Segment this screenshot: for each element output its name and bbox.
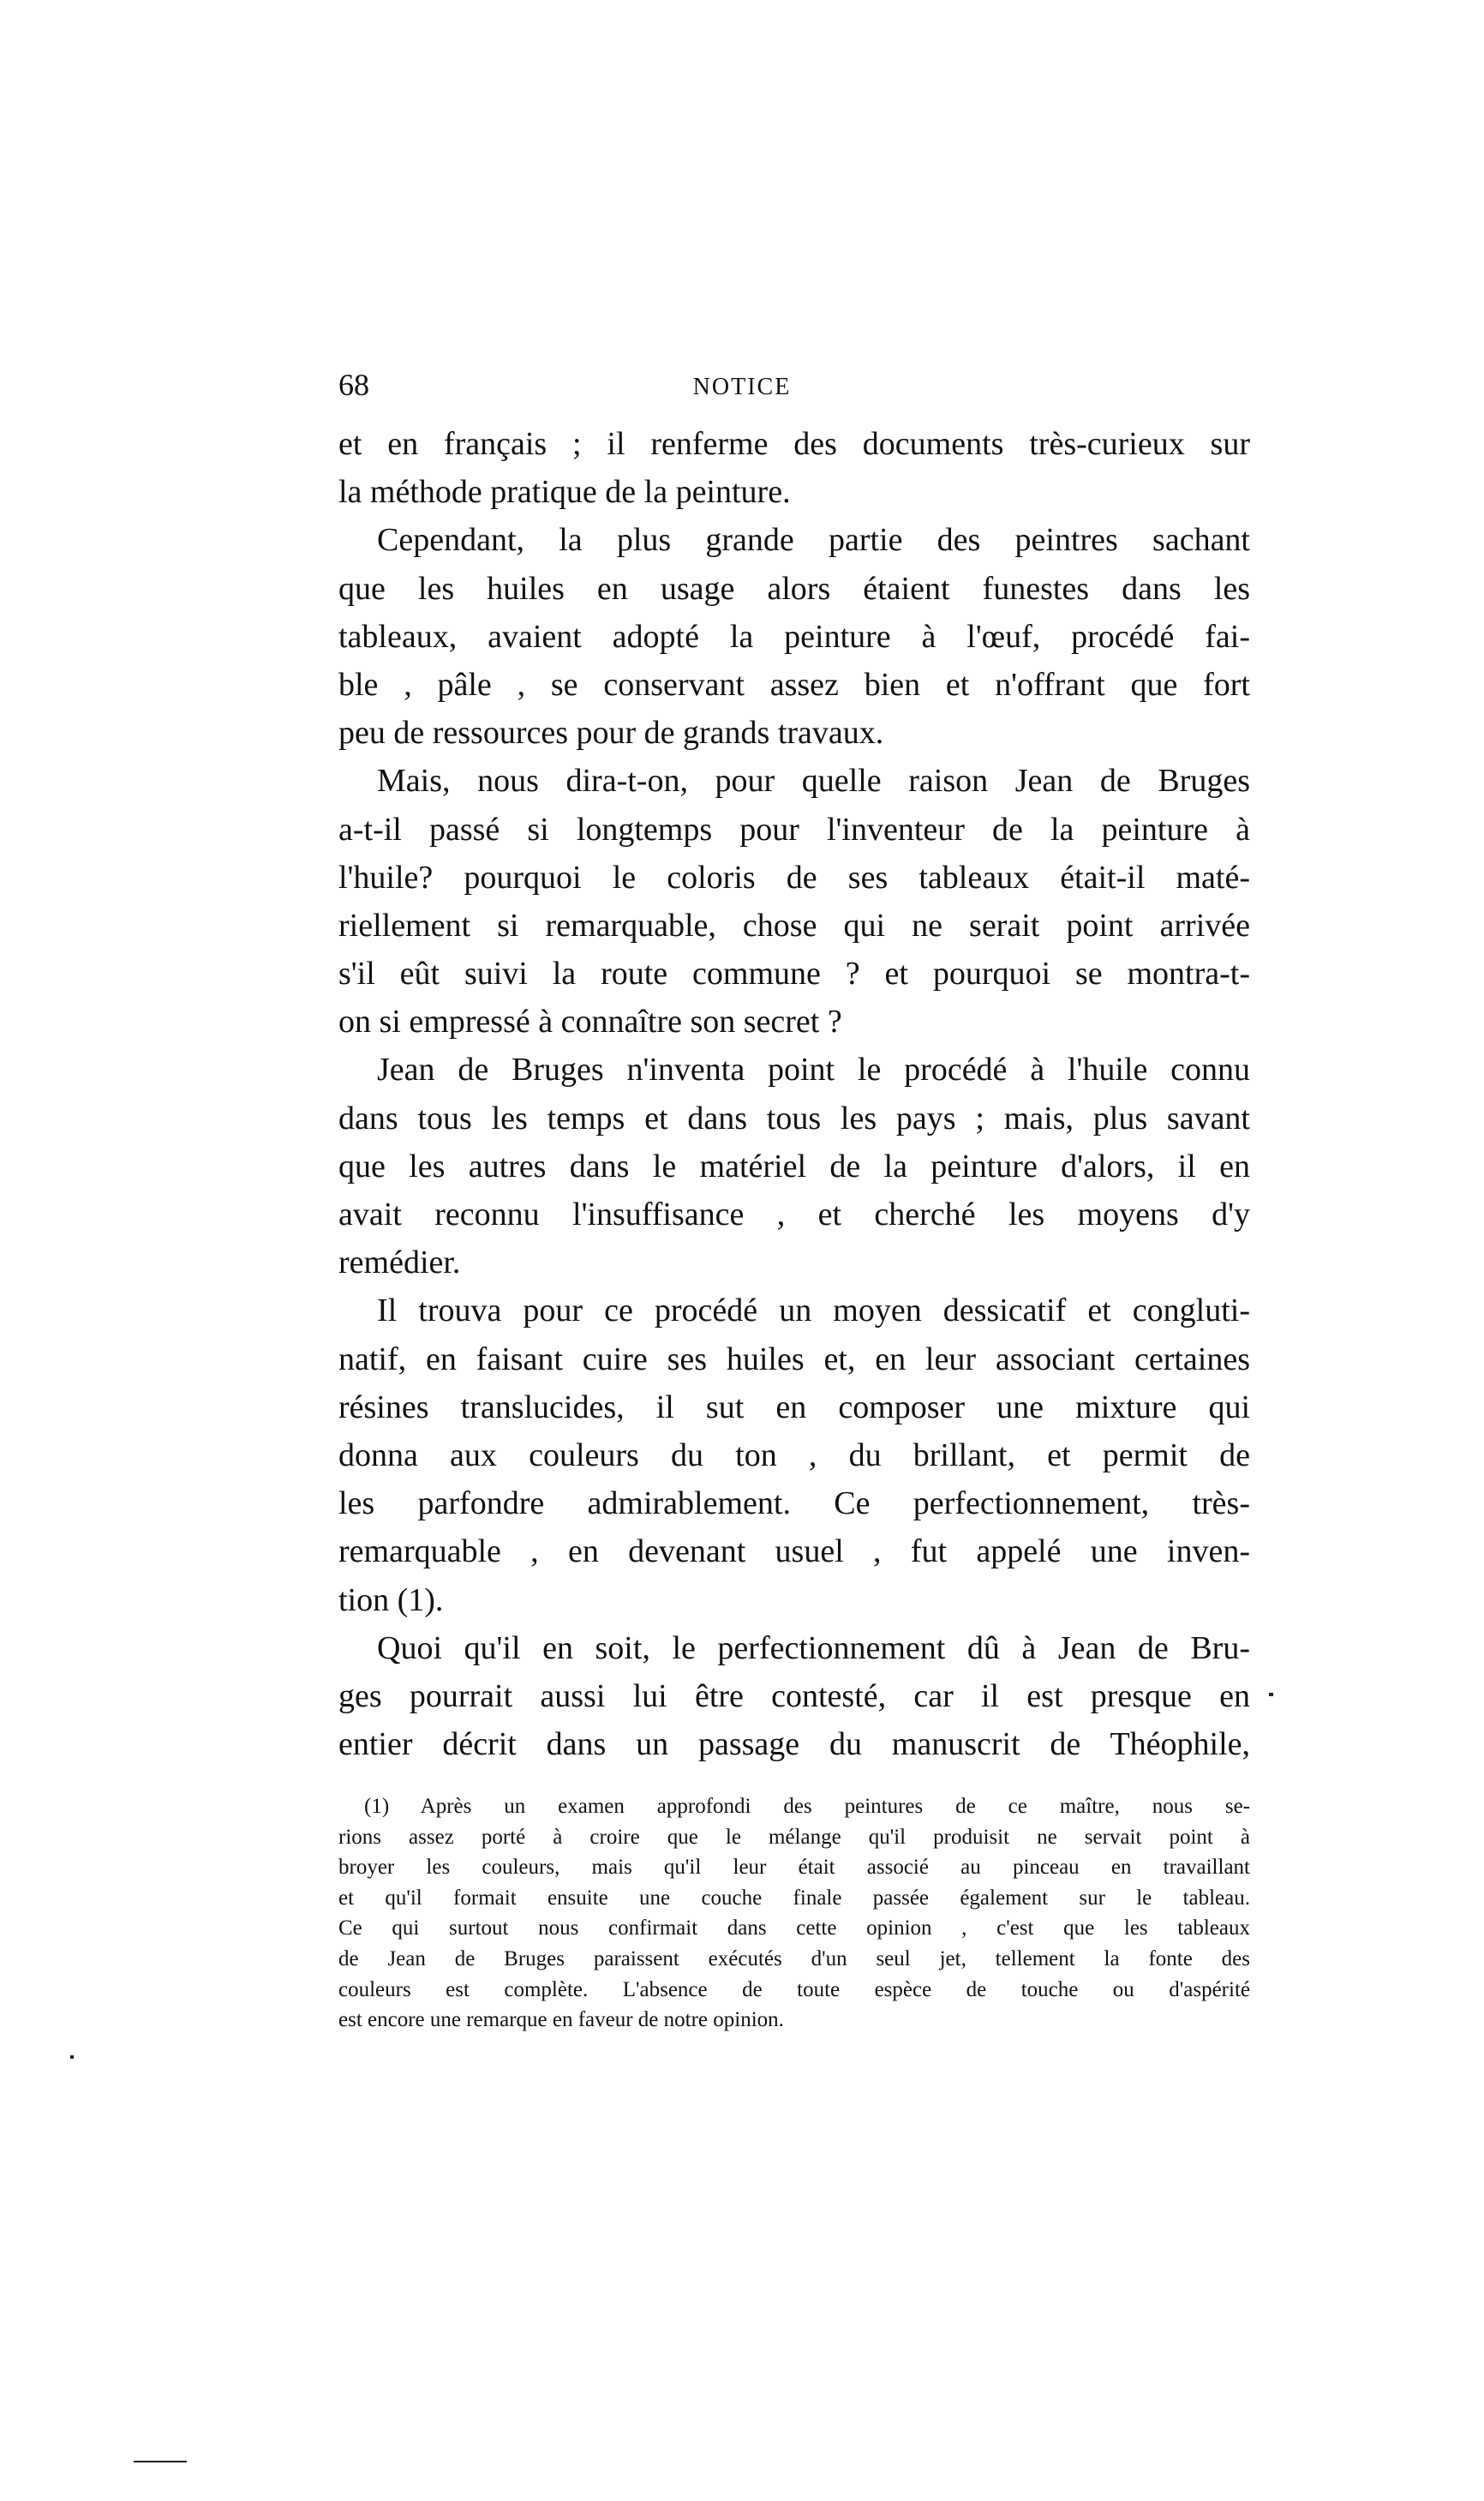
- edge-rule: [134, 2461, 187, 2462]
- text-line: ges pourrait aussi lui être contesté, car il est presque en: [338, 1677, 1250, 1714]
- text-line: que les huiles en usage alors étaient funestes dans les: [338, 570, 1250, 607]
- text-line: Mais, nous dira-t-on, pour quelle raison Jean de Bruges: [377, 763, 1250, 800]
- text-line: dans tous les temps et dans tous les pays ; mais, plus savant: [338, 1100, 1250, 1137]
- footnote-line: broyer les couleurs, mais qu'il leur était associé au pinceau en travaillant: [338, 1856, 1250, 1880]
- text-line: s'il eût suivi la route commune ? et pourquoi se montra-t-: [338, 956, 1250, 993]
- text-line: résines translucides, il sut en composer une mixture qui: [338, 1388, 1250, 1425]
- footnote-line: de Jean de Bruges paraissent exécutés d'un seul jet, tellement la fonte des: [338, 1946, 1250, 1970]
- page-number: 68: [338, 368, 369, 402]
- text-line: remarquable , en devenant usuel , fut appelé une inven-: [338, 1533, 1250, 1570]
- text-line: avait reconnu l'insuffisance , et cherché les moyens d'y: [338, 1197, 1250, 1233]
- text-line: Cependant, la plus grande partie des peintres sachant: [377, 522, 1250, 559]
- footnote-line: (1) Après un examen approfondi des peintures de ce maître, nous se-: [364, 1795, 1250, 1818]
- text-line: Il trouva pour ce procédé un moyen dessicatif et congluti-: [377, 1292, 1250, 1329]
- text-line: tion (1).: [338, 1581, 444, 1618]
- text-line: entier décrit dans un passage du manuscrit de Théophile,: [338, 1726, 1250, 1763]
- footnote-line: est encore une remarque en faveur de notre opinion.: [338, 2008, 784, 2032]
- running-head: NOTICE: [692, 374, 792, 400]
- stray-dot: [70, 2055, 74, 2059]
- text-line: l'huile? pourquoi le coloris de ses tableaux était-il maté-: [338, 859, 1250, 896]
- text-line: donna aux couleurs du ton , du brillant, et permit de: [338, 1436, 1250, 1473]
- text-line: ble , pâle , se conservant assez bien et n'offrant que fort: [338, 666, 1250, 703]
- text-line: la méthode pratique de la peinture.: [338, 474, 791, 511]
- text-line: et en français ; il renferme des documents très-curieux sur: [338, 426, 1250, 462]
- text-line: peu de ressources pour de grands travaux.: [338, 715, 884, 752]
- text-line: remédier.: [338, 1245, 461, 1281]
- text-line: a-t-il passé si longtemps pour l'inventeur de la peinture à: [338, 811, 1250, 848]
- text-line: on si empressé à connaître son secret ?: [338, 1004, 842, 1041]
- footnote-line: rions assez porté à croire que le mélange qu'il produisit ne servait point à: [338, 1825, 1250, 1849]
- footnote-line: et qu'il formait ensuite une couche finale passée également sur le tableau.: [338, 1886, 1250, 1910]
- text-line: les parfondre admirablement. Ce perfectionnement, très-: [338, 1485, 1250, 1522]
- stray-dot: [1269, 1693, 1273, 1696]
- footnote-line: Ce qui surtout nous confirmait dans cette opinion , c'est que les tableaux: [338, 1916, 1250, 1940]
- body-text: [338, 420, 1250, 1768]
- text-line: Jean de Bruges n'inventa point le procédé à l'huile connu: [377, 1052, 1250, 1089]
- text-line: Quoi qu'il en soit, le perfectionnement dû à Jean de Bru-: [377, 1629, 1250, 1666]
- text-line: natif, en faisant cuire ses huiles et, en leur associant certaines: [338, 1340, 1250, 1377]
- text-line: tableaux, avaient adopté la peinture à l'œuf, procédé fai-: [338, 618, 1250, 655]
- footnote-line: couleurs est complète. L'absence de toute espèce de touche ou d'aspérité: [338, 1977, 1250, 2001]
- footnote: [338, 1791, 1250, 2036]
- text-line: riellement si remarquable, chose qui ne serait point arrivée: [338, 907, 1250, 944]
- text-line: que les autres dans le matériel de la peinture d'alors, il en: [338, 1148, 1250, 1185]
